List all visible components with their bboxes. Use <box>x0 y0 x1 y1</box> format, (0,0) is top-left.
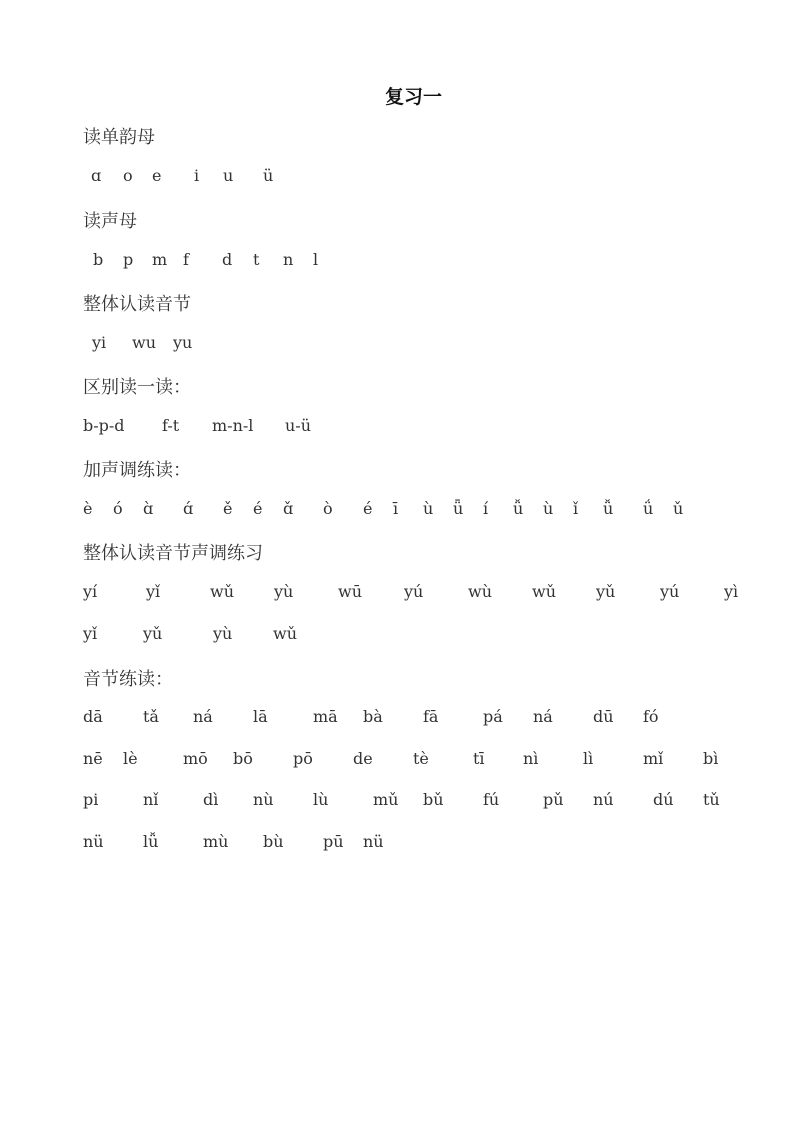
pinyin-syllable: pá <box>483 707 503 726</box>
pinyin-syllable: lā <box>253 707 268 726</box>
pinyin-syllable: è <box>83 499 93 518</box>
pinyin-syllable: ɑ̀ <box>143 499 154 518</box>
pinyin-syllable: fó <box>643 707 659 726</box>
section-heading: 整体认读音节声调练习 <box>83 543 263 564</box>
pinyin-syllable: u <box>223 166 234 185</box>
pinyin-syllable: nü <box>363 832 384 851</box>
pinyin-syllable: fú <box>483 790 500 809</box>
pinyin-syllable: nē <box>83 749 103 768</box>
pinyin-syllable: f <box>183 250 189 269</box>
pinyin-syllable: b-p-d <box>83 416 125 435</box>
pinyin-syllable: de <box>353 749 373 768</box>
pinyin-syllable: n <box>283 250 294 269</box>
pinyin-syllable: ù <box>543 499 554 518</box>
pinyin-syllable: ǖ <box>453 499 464 518</box>
pinyin-syllable: bō <box>233 749 253 768</box>
pinyin-syllable: nù <box>253 790 274 809</box>
pinyin-syllable: í <box>483 499 489 518</box>
pinyin-syllable: l <box>313 250 319 269</box>
pinyin-syllable: wǔ <box>273 624 297 643</box>
pinyin-syllable: ī <box>393 499 399 518</box>
pinyin-syllable: ǘ <box>643 499 654 518</box>
document-title: 复习一 <box>384 86 442 108</box>
pinyin-syllable: mǐ <box>643 749 664 768</box>
pinyin-syllable: m <box>152 250 168 269</box>
pinyin-syllable: p <box>123 250 134 269</box>
pinyin-syllable: ɑ <box>91 166 102 185</box>
pinyin-syllable: lì <box>583 749 594 768</box>
pinyin-syllable: ǚ <box>513 499 524 518</box>
pinyin-syllable: yǐ <box>83 624 98 643</box>
section-heading: 区别读一读： <box>83 377 191 398</box>
pinyin-syllable: fā <box>423 707 439 726</box>
pinyin-syllable: m-n-l <box>212 416 254 435</box>
pinyin-syllable: pi <box>83 790 99 809</box>
pinyin-syllable: ǚ <box>603 499 614 518</box>
pinyin-syllable: i <box>194 166 200 185</box>
pinyin-syllable: ě <box>223 499 233 518</box>
pinyin-syllable: mō <box>183 749 208 768</box>
pinyin-syllable: bà <box>363 707 383 726</box>
pinyin-syllable: yú <box>660 582 680 601</box>
pinyin-syllable: wu <box>132 333 156 352</box>
pinyin-syllable: ǐ <box>573 499 579 518</box>
pinyin-syllable: yí <box>83 582 98 601</box>
pinyin-syllable: mā <box>313 707 338 726</box>
pinyin-syllable: b <box>93 250 104 269</box>
pinyin-syllable: lè <box>123 749 138 768</box>
pinyin-syllable: d <box>222 250 233 269</box>
pinyin-syllable: dā <box>83 707 103 726</box>
pinyin-syllable: tǎ <box>143 707 159 726</box>
pinyin-syllable: yǔ <box>143 624 163 643</box>
pinyin-syllable: ɑ́ <box>183 499 194 518</box>
pinyin-syllable: nì <box>523 749 539 768</box>
pinyin-syllable: é <box>363 499 373 518</box>
pinyin-syllable: u-ü <box>285 416 312 435</box>
section-heading: 音节练读： <box>83 669 173 690</box>
pinyin-syllable: ǔ <box>673 499 684 518</box>
pinyin-syllable: ò <box>323 499 333 518</box>
pinyin-syllable: yì <box>724 582 739 601</box>
pinyin-syllable: wǔ <box>210 582 234 601</box>
pinyin-syllable: yǐ <box>146 582 161 601</box>
pinyin-syllable: lù <box>313 790 329 809</box>
pinyin-syllable: tī <box>473 749 485 768</box>
pinyin-syllable: ɑ̌ <box>283 499 294 518</box>
pinyin-syllable: ná <box>533 707 553 726</box>
section-heading: 读声母 <box>83 211 137 232</box>
pinyin-syllable: wū <box>338 582 362 601</box>
pinyin-syllable: pō <box>293 749 313 768</box>
pinyin-syllable: pū <box>323 832 344 851</box>
pinyin-syllable: nǐ <box>143 790 159 809</box>
pinyin-syllable: nú <box>593 790 614 809</box>
pinyin-syllable: bǔ <box>423 790 444 809</box>
pinyin-syllable: yi <box>92 333 107 352</box>
pinyin-syllable: yu <box>173 333 193 352</box>
pinyin-syllable: yǔ <box>596 582 616 601</box>
pinyin-syllable: o <box>123 166 133 185</box>
pinyin-syllable: tè <box>413 749 429 768</box>
pinyin-syllable: wù <box>468 582 492 601</box>
pinyin-syllable: mù <box>203 832 229 851</box>
pinyin-syllable: dū <box>593 707 614 726</box>
pinyin-syllable: yù <box>274 582 294 601</box>
pinyin-syllable: ü <box>263 166 274 185</box>
pinyin-syllable: dì <box>203 790 219 809</box>
pinyin-syllable: bù <box>263 832 284 851</box>
pinyin-syllable: wǔ <box>532 582 556 601</box>
pinyin-syllable: nü <box>83 832 104 851</box>
section-heading: 读单韵母 <box>83 127 155 148</box>
pinyin-syllable: bì <box>703 749 719 768</box>
pinyin-syllable: f-t <box>162 416 180 435</box>
pinyin-syllable: yú <box>404 582 424 601</box>
pinyin-syllable: ná <box>193 707 213 726</box>
section-heading: 整体认读音节 <box>83 294 191 315</box>
pinyin-syllable: tǔ <box>703 790 720 809</box>
pinyin-syllable: pǔ <box>543 790 564 809</box>
pinyin-syllable: t <box>253 250 260 269</box>
section-heading: 加声调练读： <box>83 460 191 481</box>
pinyin-syllable: lǚ <box>143 832 159 851</box>
pinyin-syllable: dú <box>653 790 674 809</box>
pinyin-syllable: yù <box>213 624 233 643</box>
pinyin-syllable: e <box>152 166 162 185</box>
pinyin-syllable: é <box>253 499 263 518</box>
pinyin-syllable: ù <box>423 499 434 518</box>
pinyin-syllable: mǔ <box>373 790 399 809</box>
pinyin-syllable: ó <box>113 499 123 518</box>
